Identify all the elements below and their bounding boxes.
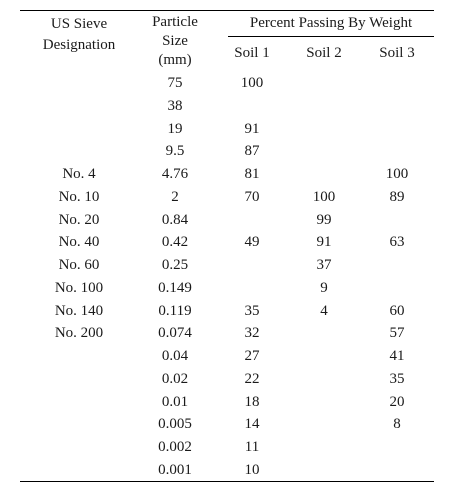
- sieve-designation-cell: No. 10: [58, 188, 100, 205]
- soil-1-cell: 70: [244, 188, 260, 205]
- soil-1-cell: 27: [244, 348, 260, 364]
- particle-size-cell: 9.5: [165, 143, 185, 160]
- soil-1-cell: 32: [244, 325, 260, 342]
- particle-size-cell: 0.119: [158, 302, 192, 319]
- soil-2-cell: 91: [316, 234, 332, 251]
- sieve-designation-cell: No. 140: [54, 302, 104, 319]
- soil-1-cell: 91: [244, 120, 260, 137]
- soil-1-cell: 14: [244, 416, 260, 433]
- soil-2-cell: 100: [312, 188, 336, 205]
- header-size-line3: (mm): [158, 52, 192, 68]
- sieve-designation-cell: No. 60: [58, 257, 100, 273]
- group-underline: [228, 36, 434, 37]
- bottom-rule: [20, 481, 434, 482]
- sieve-designation-cell: No. 100: [54, 279, 104, 296]
- soil-1-cell: 22: [244, 370, 260, 387]
- particle-size-cell: 19: [167, 120, 183, 137]
- soil-3-cell: 60: [389, 302, 405, 319]
- particle-size-cell: 0.25: [161, 257, 189, 273]
- header-size-line2: Size: [162, 33, 188, 49]
- soil-3-cell: 57: [389, 325, 405, 342]
- soil-1-cell: 81: [244, 166, 260, 182]
- sieve-designation-cell: No. 40: [58, 234, 100, 251]
- header-percent-passing: Percent Passing By Weight: [249, 15, 413, 31]
- header-size-line1: Particle: [152, 14, 198, 30]
- soil-2-cell: 9: [320, 279, 328, 296]
- top-rule: [20, 10, 434, 11]
- soil-3-cell: 35: [389, 370, 405, 387]
- soil-3-cell: 20: [389, 393, 405, 410]
- particle-size-cell: 0.074: [158, 325, 192, 342]
- header-sieve-line2: Designation: [42, 37, 116, 53]
- particle-size-cell: 0.01: [161, 393, 189, 410]
- sieve-designation-cell: No. 4: [62, 166, 96, 182]
- particle-size-cell: 0.002: [158, 439, 192, 455]
- soil-1-cell: 49: [244, 234, 260, 251]
- particle-size-cell: 0.02: [161, 370, 189, 387]
- soil-1-cell: 11: [244, 439, 260, 455]
- particle-size-cell: 0.149: [158, 279, 192, 296]
- particle-size-cell: 0.84: [161, 211, 189, 228]
- particle-size-cell: 0.42: [161, 234, 189, 251]
- soil-3-cell: 100: [385, 166, 409, 182]
- soil-2-cell: 99: [316, 211, 332, 228]
- soil-1-cell: 18: [244, 393, 260, 410]
- particle-size-cell: 0.001: [158, 461, 192, 478]
- header-sieve-line1: US Sieve: [50, 16, 108, 32]
- header-soil-2: Soil 2: [306, 45, 342, 61]
- particle-size-cell: 0.005: [158, 416, 192, 433]
- particle-size-cell: 2: [171, 188, 179, 205]
- particle-size-cell: 38: [167, 97, 183, 114]
- soil-2-cell: 37: [316, 257, 332, 273]
- particle-size-cell: 4.76: [161, 166, 189, 182]
- soil-1-cell: 87: [244, 143, 260, 160]
- soil-2-cell: 4: [320, 302, 328, 319]
- soil-3-cell: 89: [389, 188, 405, 205]
- header-soil-1: Soil 1: [234, 45, 270, 61]
- soil-1-cell: 100: [240, 75, 264, 91]
- soil-3-cell: 8: [393, 416, 401, 433]
- sieve-designation-cell: No. 200: [54, 325, 104, 342]
- soil-3-cell: 63: [389, 234, 405, 251]
- header-soil-3: Soil 3: [379, 45, 415, 61]
- particle-size-cell: 0.04: [161, 348, 189, 364]
- sieve-designation-cell: No. 20: [58, 211, 100, 228]
- soil-1-cell: 10: [244, 461, 260, 478]
- particle-size-cell: 75: [167, 75, 183, 91]
- soil-3-cell: 41: [389, 348, 405, 364]
- soil-1-cell: 35: [244, 302, 260, 319]
